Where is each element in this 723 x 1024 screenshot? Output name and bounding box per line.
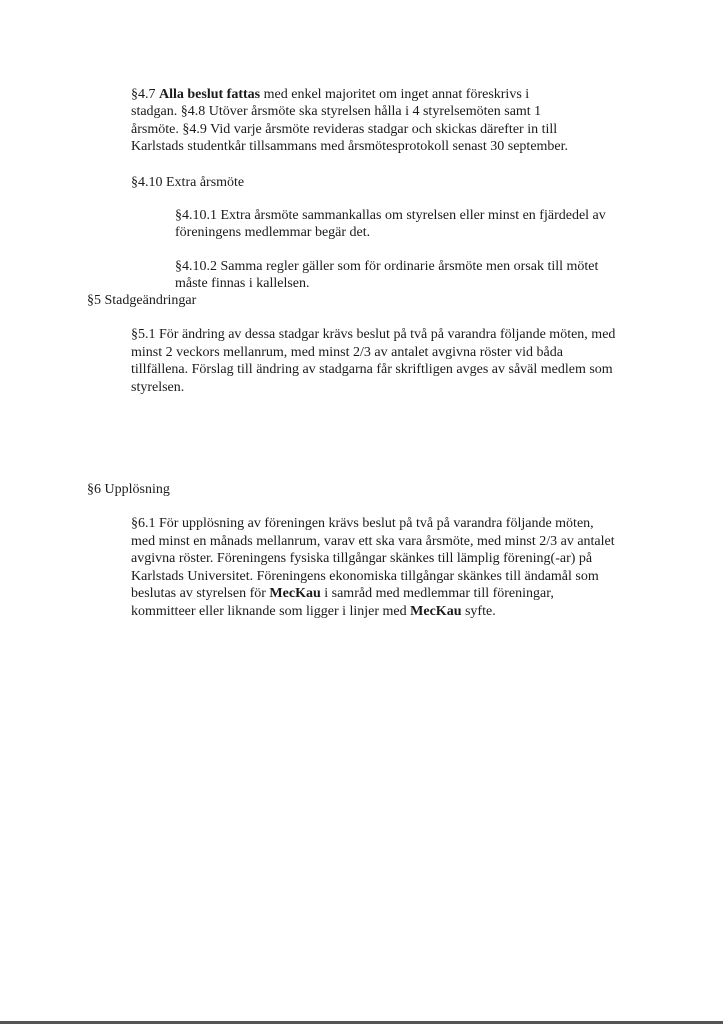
paragraph-4-10-2-line-1: §4.10.2 Samma regler gäller som för ordinarie årsmöte men orsak till mötet <box>175 259 599 274</box>
text-run: kommitteer eller liknande som ligger i linjer med <box>131 604 411 619</box>
paragraph-6-1-line-3: avgivna röster. Föreningens fysiska tillgångar skänkes till lämplig förening(-ar) på <box>131 551 593 566</box>
paragraph-6-1-line-4: Karlstads Universitet. Föreningens ekonomiska tillgångar skänkes till ändamål som <box>131 569 599 584</box>
section-4-10-heading: §4.10 Extra årsmöte <box>131 175 245 190</box>
paragraph-6-1-line-6 <box>131 603 496 620</box>
org-name-bold: MecKau <box>410 604 462 619</box>
paragraph-5-1-line-1: §5.1 För ändring av dessa stadgar krävs beslut på två på varandra följande möten, med <box>131 327 616 342</box>
paragraph-4-7-line-4: Karlstads studentkår tillsammans med årsmötesprotokoll senast 30 september. <box>131 139 569 154</box>
paragraph-4-10-1-line-2: föreningens medlemmar begär det. <box>175 225 371 240</box>
paragraph-4-7-line-1 <box>131 86 529 103</box>
org-name-bold: MecKau <box>269 586 321 601</box>
section-number-4-7: §4.7 <box>131 87 159 102</box>
section-6-heading: §6 Upplösning <box>87 482 170 497</box>
paragraph-5-1-line-2: minst 2 veckors mellanrum, med minst 2/3 av antalet avgivna röster vid båda <box>131 345 563 360</box>
paragraph-6-1-line-1: §6.1 För upplösning av föreningen krävs beslut på två på varandra följande möten, <box>131 516 594 531</box>
section-5-heading: §5 Stadgeändringar <box>87 293 197 308</box>
bold-phrase: Alla beslut fattas <box>159 87 261 102</box>
text-run: beslutas av styrelsen för <box>131 586 270 601</box>
paragraph-5-1-line-4: styrelsen. <box>131 380 185 395</box>
paragraph-6-1-line-2: med minst en månads mellanrum, varav ett ska vara årsmöte, med minst 2/3 av antalet <box>131 534 615 549</box>
paragraph-6-1-line-5 <box>131 585 554 602</box>
paragraph-4-10-2-line-2: måste finnas i kallelsen. <box>175 276 310 291</box>
paragraph-4-10-1-line-1: §4.10.1 Extra årsmöte sammankallas om styrelsen eller minst en fjärdedel av <box>175 208 606 223</box>
paragraph-4-7-line-2: stadgan. §4.8 Utöver årsmöte ska styrelsen hålla i 4 styrelsemöten samt 1 <box>131 104 542 119</box>
text-run: med enkel majoritet om inget annat föreskrivs i <box>260 87 530 102</box>
text-run: i samråd med medlemmar till föreningar, <box>320 586 554 601</box>
text-run: syfte. <box>461 604 496 619</box>
paragraph-4-7-line-3: årsmöte. §4.9 Vid varje årsmöte revideras stadgar och skickas därefter in till <box>131 122 558 137</box>
paragraph-5-1-line-3: tillfällena. Förslag till ändring av stadgarna får skriftligen avges av såväl medlem som <box>131 362 613 377</box>
